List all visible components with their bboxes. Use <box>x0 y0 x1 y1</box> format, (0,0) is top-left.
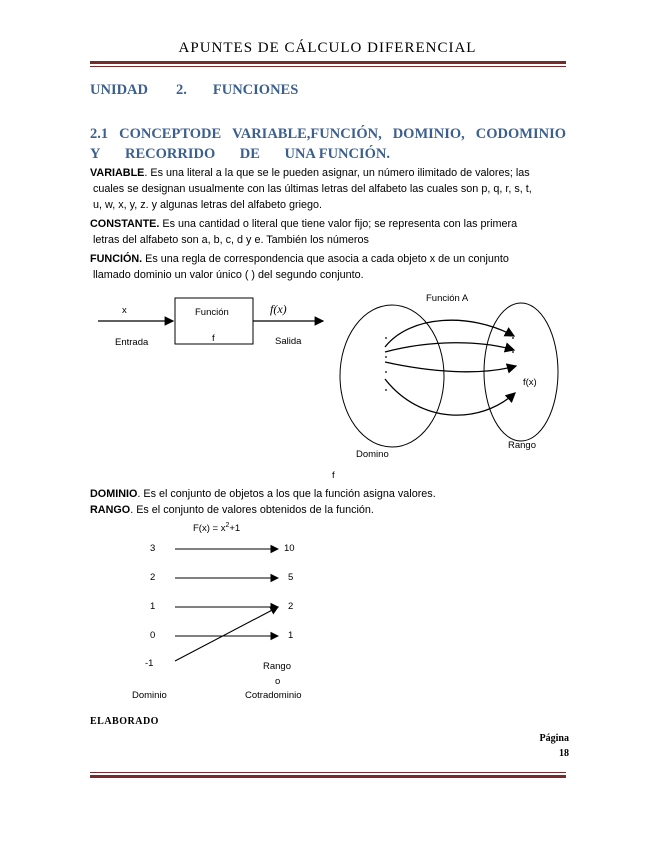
footer-page <box>540 731 569 761</box>
set-f-label: f <box>332 470 335 481</box>
set-domain-label: Domino <box>356 449 389 460</box>
set-arrow-2 <box>385 343 514 352</box>
set-title: Función A <box>426 293 469 304</box>
map-arrow-neg1 <box>175 607 278 661</box>
range-value: 5 <box>288 572 294 583</box>
box-sub: f <box>212 333 215 344</box>
mapping-domain-label: Dominio <box>132 690 167 701</box>
input-x: x <box>122 305 127 316</box>
funcion-definition: FUNCIÓN. Es una regla de correspondencia que asocia a cada objeto x de un conjunto llamado dominio un valor único ( ) del segundo conjunto. <box>90 253 509 281</box>
dominio-definition: DOMINIO. Es el conjunto de objetos a los que la función asigna valores. <box>90 488 436 500</box>
set-arrow-3 <box>385 362 516 372</box>
rango-definition: RANGO. Es el conjunto de valores obtenidos de la función. <box>90 504 374 516</box>
page-label: Página <box>539 733 569 744</box>
unit-name: FUNCIONES <box>212 82 299 98</box>
output-fx: f(x) <box>270 302 287 316</box>
range-value: 2 <box>288 601 294 612</box>
input-label: Entrada <box>115 337 149 348</box>
box-label: Función <box>195 307 229 318</box>
unit-number: 2. <box>176 82 187 98</box>
output-label: Salida <box>275 336 302 347</box>
domain-value: 2 <box>150 572 156 583</box>
mapping-range-label-2: Cotradominio <box>245 690 302 701</box>
footer-elaborado: ELABORADO <box>90 716 159 727</box>
domain-oval <box>340 305 444 447</box>
domain-value: 0 <box>150 630 156 641</box>
set-range-label: Rango <box>508 440 536 451</box>
constante-definition: CONSTANTE. Es una cantidad o literal que tiene valor fijo; se representa con las primera letras del alfabeto son a, b, c, d y e. También los números <box>90 218 518 246</box>
domain-value: 3 <box>150 543 156 554</box>
set-arrow-4 <box>385 379 515 415</box>
mapping-range-label: Rango <box>263 661 291 672</box>
range-value: 10 <box>284 543 295 554</box>
footer-rule-thin <box>90 772 566 773</box>
section-heading-line1: 2.1 CONCEPTODE VARIABLE,FUNCIÓN, DOMINIO, CODOMINIO <box>90 126 566 142</box>
page-header: APUNTES DE CÁLCULO DIFERENCIAL <box>178 40 477 56</box>
range-value: 1 <box>288 630 294 641</box>
domain-value: -1 <box>145 658 154 669</box>
section-heading-line2: Y RECORRIDO DE UNA FUNCIÓN. <box>90 146 390 162</box>
variable-definition: VARIABLE. Es una literal a la que se le pueden asignar, un número ilimitado de valores; las cuales se designan usualmente con las últimas letras del alfabeto las cuales son p, q, r, s, t, u, w, x, y, z. y algunas letras del alfabeto griego. <box>90 167 532 211</box>
page-number: 18 <box>559 748 569 759</box>
mapping-range-o: o <box>275 676 281 687</box>
set-fx: f(x) <box>523 377 537 388</box>
footer-rule <box>90 775 566 778</box>
unit-label: UNIDAD <box>90 82 148 98</box>
mapping-formula: $F(x) = x^2+1$ <box>193 522 241 535</box>
domain-value: 1 <box>150 601 156 612</box>
range-oval <box>484 303 558 441</box>
